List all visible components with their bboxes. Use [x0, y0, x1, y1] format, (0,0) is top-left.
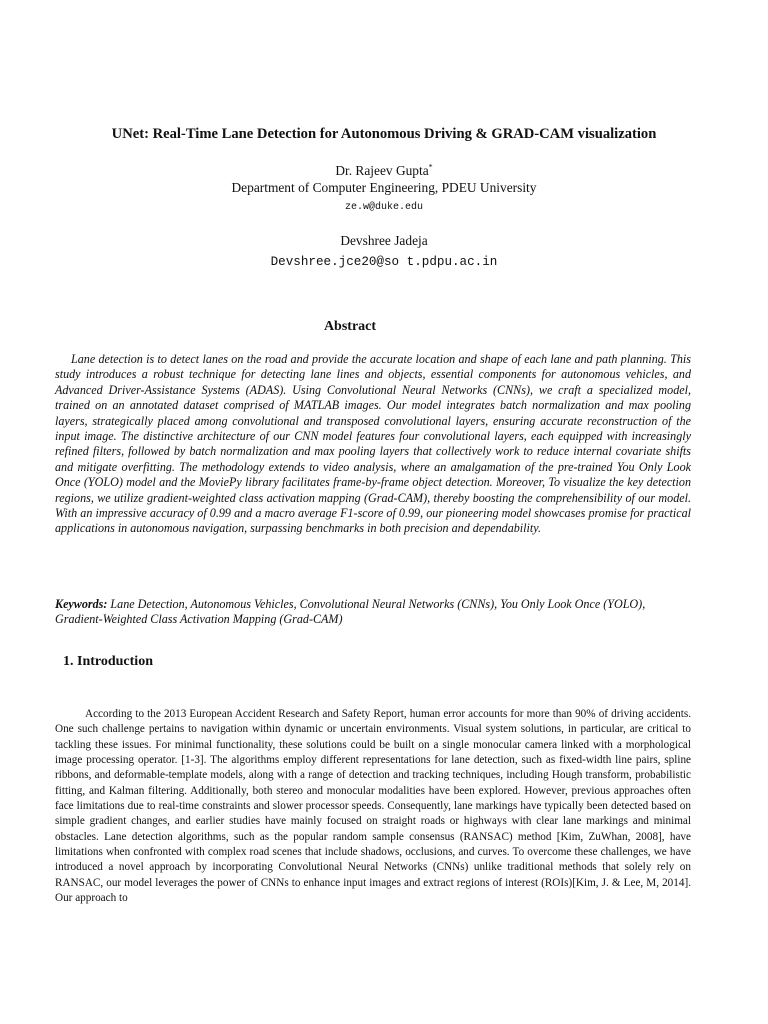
author-block-2 — [0, 232, 768, 270]
author-block-1 — [0, 162, 768, 215]
author-name-text: Dr. Rajeev Gupta — [335, 163, 429, 178]
author-name: Devshree Jadeja — [340, 233, 428, 248]
abstract-heading: Abstract — [323, 319, 377, 334]
section-heading-introduction: 1. Introduction — [63, 654, 153, 669]
keywords-label: Keywords: — [55, 597, 108, 611]
keywords-text: Lane Detection, Autonomous Vehicles, Convolutional Neural Networks (CNNs), You Only Look Once (YOLO), Gradient-Weighted Class Activation Mapping (Grad-CAM) — [55, 597, 646, 627]
author-email[interactable]: Devshree.jce20@so t.pdpu.ac.in — [270, 255, 498, 269]
introduction-body: According to the 2013 European Accident Research and Safety Report, human error accounts for more than 90% of driving accidents. One such challenge pertains to navigation within dynamic or uncertain environments. Visual system solutions, in particular, are critical to tackling these issues. For minimal functionality, these solutions could be built on a single monocular camera linked with a morphological image processing operator. [1-3]. The algorithms employ different representations for lane detection, such as fixed-width line pairs, spline ribbons, and deformable-template models, along with a range of detection and tracking techniques, including Hough transform, probabilistic fitting, and Kalman filtering. Additionally, both stereo and monocular modalities have been explored. However, previous approaches often face limitations due to real-time constraints and slower processor speeds. Consequently, lane markings have typically been detected based on simple gradient changes, and earlier studies have mainly focused on straight roads or highways with clear lane markings and minimal obstacles. Lane detection algorithms, such as the popular random sample consensus (RANSAC) method [Kim, ZuWhan, 2008], have limitations when confronted with complex road scenes that include shadows, occlusions, and curves. To overcome these challenges, we have introduced a novel approach by incorporating Convolutional Neural Networks (CNNs) unlike traditional methods that solely rely on RANSAC, our model leverages the power of CNNs to enhance input images and extract regions of interest (ROIs)[Kim, J. & Lee, M, 2014]. Our approach to — [55, 708, 691, 905]
author-name — [0, 162, 768, 179]
abstract-body: Lane detection is to detect lanes on the road and provide the accurate location and shape of each lane and path planning. This study introduces a robust technique for detecting lane lines and objects, essential components for autonomous vehicles, and Advanced Driver-Assistance Systems (ADAS). Using Convolutional Neural Networks (CNNs), we craft a specialized model, trained on an annotated dataset comprised of MATLAB images. Our model integrates batch normalization and max pooling layers, strategically placed among convolutional and transposed convolutional layers, ensuring accurate reconstruction of the input image. The distinctive architecture of our CNN model features four convolutional layers, each equipped with increasingly refined filters, followed by batch normalization and max pooling layers that collectively work to reduce internal covariate shifts and mitigate overfitting. The methodology extends to video analysis, where an amalgamation of the pre-trained You Only Look Once (YOLO) model and the MoviePy library facilitates frame-by-frame object detection. Moreover, To visualize the key detection regions, we utilize gradient-weighted class activation mapping (Grad-CAM), thereby boosting the comprehensibility of our model. With an impressive accuracy of 0.99 and a macro average F1-score of 0.99, our pioneering model showcases promise for practical applications in autonomous navigation, surpassing benchmarks in both precision and dependability. — [55, 352, 691, 536]
author-affiliation: Department of Computer Engineering, PDEU University — [231, 180, 537, 195]
author-email[interactable]: ze.w@duke.edu — [344, 202, 423, 213]
author-marker: * — [428, 162, 433, 172]
paper-title: UNet: Real-Time Lane Detection for Autonomous Driving & GRAD-CAM visualization — [111, 126, 657, 142]
keywords — [55, 597, 691, 628]
